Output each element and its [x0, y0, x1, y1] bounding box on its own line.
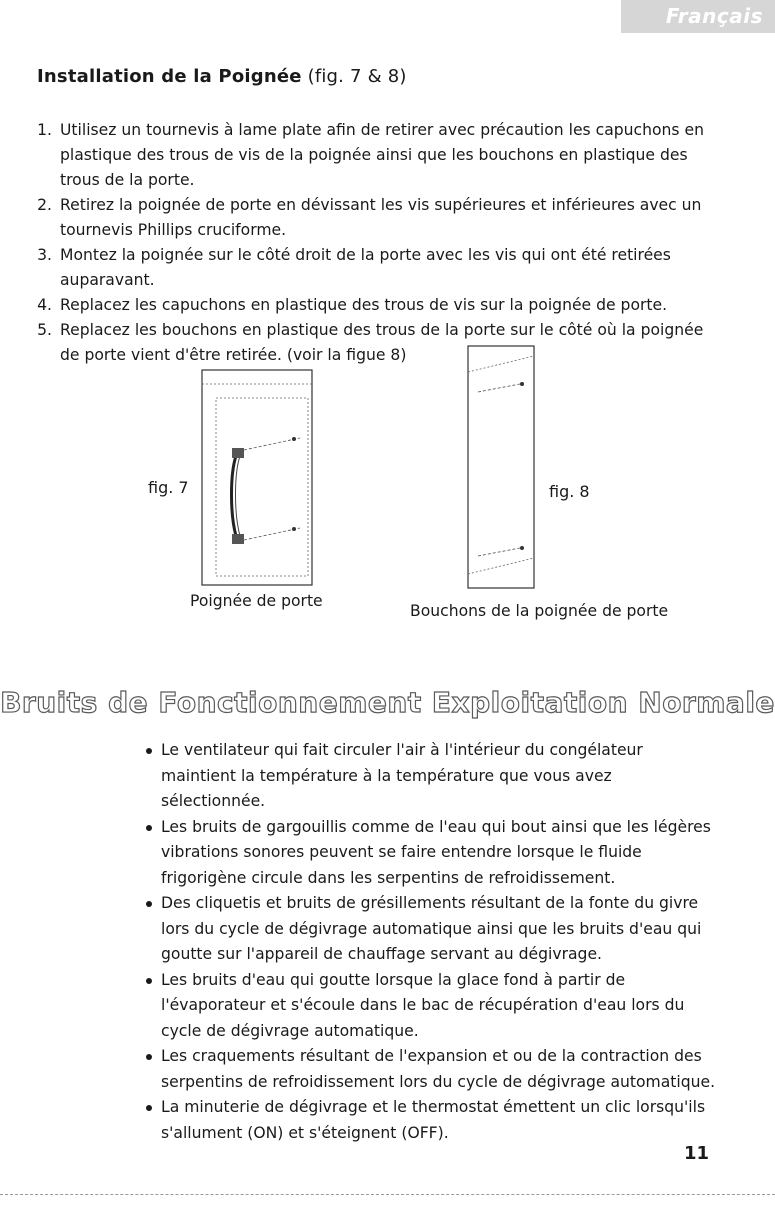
list-item: La minuterie de dégivrage et le thermostat émettent un clic lorsqu'ils s'allument (ON) et s'éteignent (OFF).	[144, 1095, 719, 1146]
bottom-screw-guide	[244, 528, 300, 540]
step-number: 4.	[37, 296, 52, 314]
bottom-plug-icon	[520, 546, 524, 550]
installation-steps	[22, 118, 722, 368]
step-number: 3.	[37, 246, 52, 264]
door-bottom-bevel	[468, 558, 534, 574]
list-item: Les craquements résultant de l'expansion et ou de la contraction des serpentins de refroidissement lors du cycle de dégivrage automatique.	[144, 1044, 719, 1095]
step-item	[22, 293, 722, 318]
handle-bottom-mount	[232, 534, 244, 544]
language-tab	[621, 0, 775, 33]
list-item: Le ventilateur qui fait circuler l'air à l'intérieur du congélateur maintient la température à la température que vous avez sélectionnée.	[144, 738, 719, 815]
bruits-heading: Bruits de Fonctionnement Exploitation Normale	[0, 686, 775, 719]
door-plugs-illustration	[464, 342, 540, 592]
door-handle-edge	[236, 456, 241, 536]
top-plug-guide	[478, 384, 520, 392]
step-text: Replacez les capuchons en plastique des trous de vis sur la poignée de porte.	[60, 296, 668, 314]
step-item	[22, 318, 722, 368]
bottom-screw-icon	[292, 527, 296, 531]
door-frame-outer	[202, 370, 312, 585]
installation-heading	[37, 66, 407, 87]
handle-top-mount	[232, 448, 244, 458]
step-text: Replacez les bouchons en plastique des trous de la porte sur le côté où la poignée de porte vient d'être retirée. (voir la figue 8)	[60, 321, 704, 364]
step-text: Utilisez un tournevis à lame plate afin de retirer avec précaution les capuchons en plastique des trous de vis de la poignée ainsi que les bouchons en plastique des trous de la porte.	[60, 121, 704, 189]
door-handle-illustration	[196, 364, 314, 588]
installation-figure-ref: (fig. 7 & 8)	[307, 66, 407, 87]
list-item: Des cliquetis et bruits de grésillements résultant de la fonte du givre lors du cycle de dégivrage automatique ainsi que les bruits d'eau qui goutte sur l'appareil de chauffage servant au dégivrage.	[144, 891, 719, 968]
step-text: Retirez la poignée de porte en dévissant les vis supérieures et inférieures avec un tournevis Phillips cruciforme.	[60, 196, 702, 239]
step-item	[22, 193, 722, 243]
fig8-label: fig. 8	[549, 482, 590, 501]
door-side-frame	[468, 346, 534, 588]
step-number: 2.	[37, 196, 52, 214]
page-bottom-divider	[0, 1194, 775, 1195]
fig7-caption: Poignée de porte	[190, 592, 323, 610]
top-plug-icon	[520, 382, 524, 386]
bruits-list	[144, 738, 719, 1146]
installation-title: Installation de la Poignée	[37, 66, 302, 87]
step-item	[22, 118, 722, 193]
language-label: Français	[665, 4, 763, 28]
list-item: Les bruits d'eau qui goutte lorsque la glace fond à partir de l'évaporateur et s'écoule dans le bac de récupération d'eau lors du cycle de dégivrage automatique.	[144, 968, 719, 1045]
fig7-label: fig. 7	[148, 478, 189, 497]
step-number: 5.	[37, 321, 52, 339]
step-text: Montez la poignée sur le côté droit de la porte avec les vis qui ont été retirées auparavant.	[60, 246, 671, 289]
step-number: 1.	[37, 121, 52, 139]
step-item	[22, 243, 722, 293]
page-number: 11	[683, 1143, 709, 1164]
top-screw-guide	[244, 438, 300, 450]
door-top-bevel	[468, 356, 534, 372]
list-item: Les bruits de gargouillis comme de l'eau qui bout ainsi que les légères vibrations sonores peuvent se faire entendre lorsque le fluide frigorigène circule dans les serpentins de refroidissement.	[144, 815, 719, 892]
top-screw-icon	[292, 437, 296, 441]
bottom-plug-guide	[478, 548, 520, 556]
fig8-caption: Bouchons de la poignée de porte	[410, 602, 669, 620]
door-panel-inner	[216, 398, 308, 576]
